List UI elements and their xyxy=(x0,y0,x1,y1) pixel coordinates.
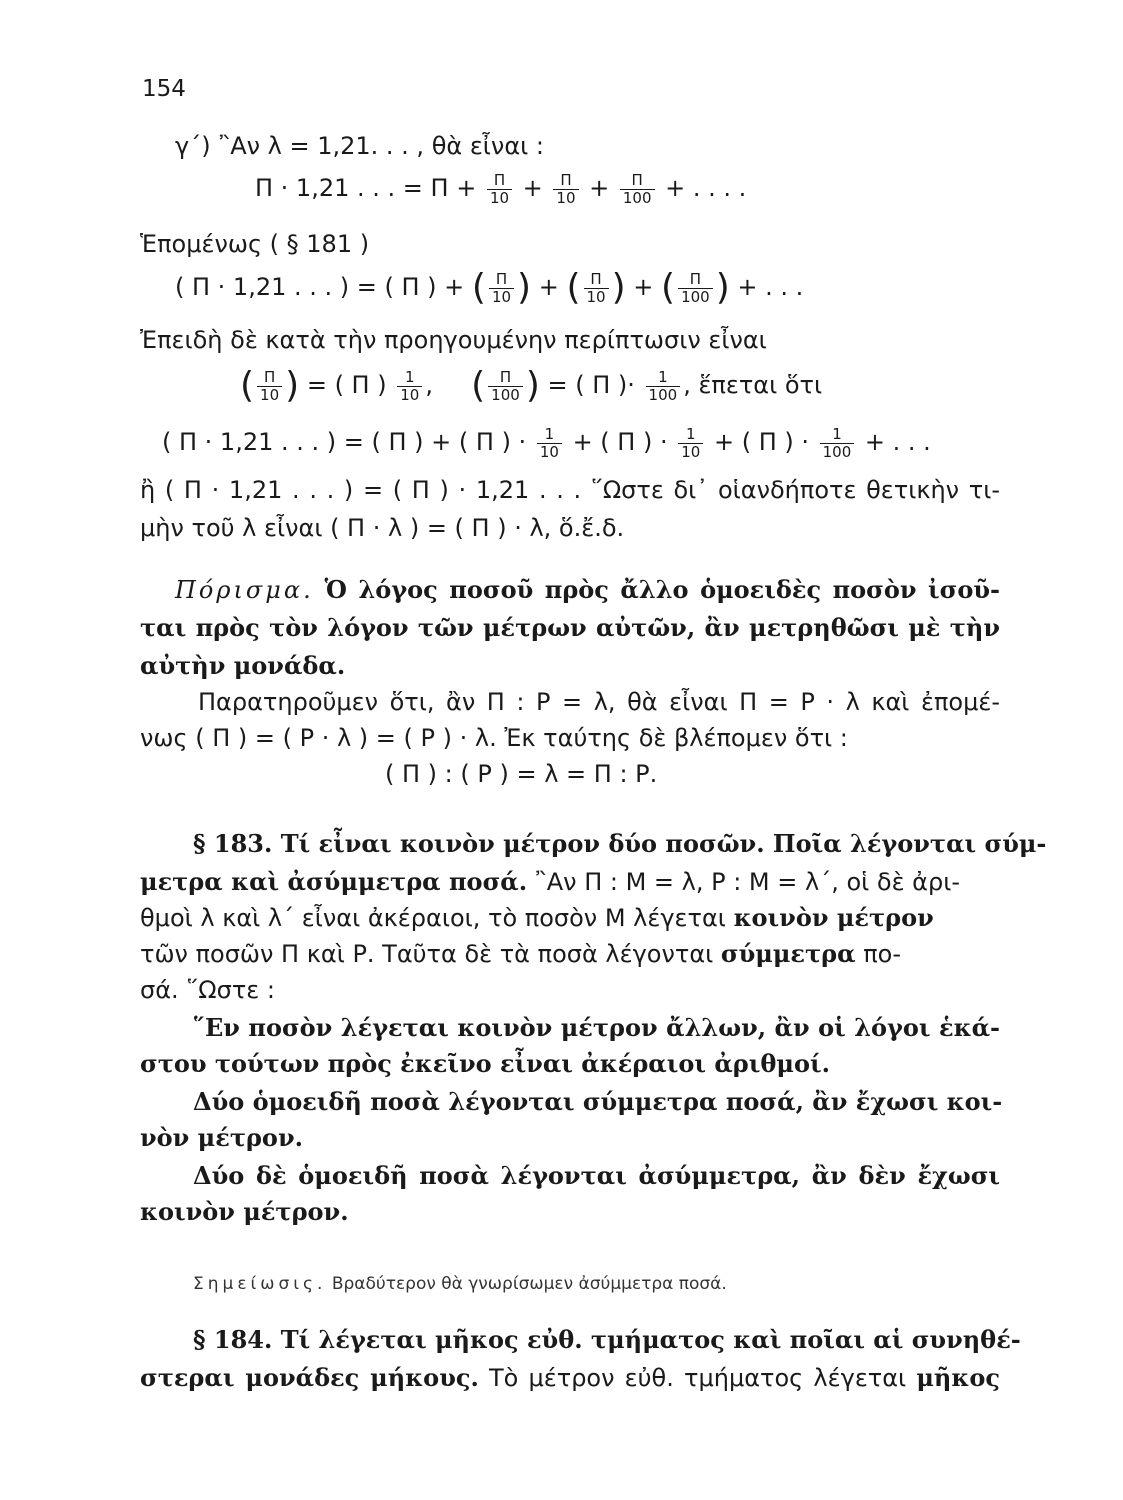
text-line: μὴν τοῦ λ εἶναι ( Π · λ ) = ( Π ) · λ, ὅ.ἔ.δ. xyxy=(140,514,625,542)
observe-formula: ( Π ) : ( Ρ ) = λ = Π : Ρ. xyxy=(385,760,658,788)
equation-4: ( Π · 1,21 . . . ) = ( Π ) + ( Π ) · $\frac{1}{10}$ + ( Π ) · $\frac{1}{10}$ + ( Π ) · $\frac{1}{100}$ + . . . xyxy=(162,425,931,461)
fraction: $\frac{1}{100}$ xyxy=(646,369,681,403)
equation-1: Π · 1,21 . . . = Π + $\frac{\Pi}{10}$ + $\frac{\Pi}{10}$ + $\frac{\Pi}{100}$ + . . . . xyxy=(255,171,747,207)
porisma-line-2: ται πρὸς τὸν λόγον τῶν μέτρων αὐτῶν, ἂν μετρηθῶσι μὲ τὴν xyxy=(140,613,1000,642)
fraction: $\frac{\Pi}{100}$ xyxy=(678,271,713,305)
definition-3-line-2: κοινὸν μέτρον. xyxy=(140,1197,349,1226)
definition-2-line-2: νὸν μέτρον. xyxy=(140,1123,303,1152)
note xyxy=(193,1276,1053,1293)
fraction: $\frac{1}{10}$ xyxy=(397,369,422,403)
text-line: ἢ ( Π · 1,21 . . . ) = ( Π ) · 1,21 . . . ῞Ωστε δι᾽ οἱανδήποτε θετικὴν τι- xyxy=(140,476,1000,504)
section-183-line-5: σά. ῞Ωστε : xyxy=(140,976,275,1004)
section-183-heading: § 183. Τί εἶναι κοινὸν μέτρον δύο ποσῶν. Ποῖα λέγονται σύμ- xyxy=(193,829,1047,858)
fraction: $\frac{\Pi}{10}$ xyxy=(489,271,514,305)
porisma-label: Πόρισμα. xyxy=(175,576,314,604)
note-text: Βραδύτερον θὰ γνωρίσωμεν ἀσύμμετρα ποσά. xyxy=(331,1274,727,1294)
observe-line-1: Παρατηροῦμεν ὅτι, ἂν Π : Ρ = λ, θὰ εἶναι Π = Ρ · λ καὶ ἐπομέ- xyxy=(198,688,1000,716)
section-183-line-2: μετρα καὶ ἀσύμμετρα ποσά. ῍Αν Π : Μ = λ, Ρ : Μ = λ΄, οἱ δὲ ἀρι- xyxy=(140,867,961,896)
fraction: $\frac{\Pi}{100}$ xyxy=(488,369,523,403)
fraction: $\frac{1}{10}$ xyxy=(678,426,703,460)
fraction: $\frac{1}{100}$ xyxy=(820,426,855,460)
fraction: $\frac{\Pi}{10}$ xyxy=(257,369,282,403)
fraction: $\frac{\Pi}{100}$ xyxy=(620,172,655,206)
section-183-line-3: θμοὶ λ καὶ λ΄ εἶναι ἀκέραιοι, τὸ ποσὸν Μ λέγεται κοινὸν μέτρον xyxy=(140,903,934,932)
case-label: γ΄) ῍Αν λ = 1,21. . . , θὰ εἶναι : xyxy=(175,132,544,160)
section-183-line-4: τῶν ποσῶν Π καὶ Ρ. Ταῦτα δὲ τὰ ποσὰ λέγονται σύμμετρα πο- xyxy=(140,939,902,968)
fraction: $\frac{\Pi}{10}$ xyxy=(584,271,609,305)
note-label: Σημείωσις. xyxy=(193,1274,327,1294)
section-184-line-2: στεραι μονάδες μήκους. Τὸ μέτρον εὐθ. τμήματος λέγεται μῆκος xyxy=(140,1363,1000,1392)
fraction: $\frac{1}{10}$ xyxy=(537,426,562,460)
equation-2: ( Π · 1,21 . . . ) = ( Π ) + ( $\frac{\Pi}{10}$ ) + ( $\frac{\Pi}{10}$ ) + ( $\frac{\Pi}{100}$ ) + . . . xyxy=(175,267,804,308)
fraction: $\frac{\Pi}{10}$ xyxy=(487,172,512,206)
section-184-heading: § 184. Τί λέγεται μῆκος εὐθ. τμήματος καὶ ποῖαι αἱ συνηθέ- xyxy=(193,1325,1021,1354)
porisma-line-3: αὐτὴν μονάδα. xyxy=(140,651,346,680)
since-line: Ἐπειδὴ δὲ κατὰ τὴν προηγουμένην περίπτωσιν εἶναι xyxy=(140,326,767,354)
porisma-line-1: Πόρισμα. Ὁ λόγος ποσοῦ πρὸς ἄλλο ὁμοειδὲς ποσὸν ἰσοῦ- xyxy=(175,575,1000,604)
definition-1-line-1: ῞Εν ποσὸν λέγεται κοινὸν μέτρον ἄλλων, ἂν οἱ λόγοι ἑκά- xyxy=(193,1013,1000,1042)
page-number: 154 xyxy=(142,76,186,102)
definition-2-line-1: Δύο ὁμοειδῆ ποσὰ λέγονται σύμμετρα ποσά, ἂν ἔχωσι κοι- xyxy=(193,1087,1003,1116)
therefore-line: Ἑπομένως ( § 181 ) xyxy=(140,230,370,258)
observe-line-2: νως ( Π ) = ( Ρ · λ ) = ( Ρ ) · λ. Ἐκ ταύτης δὲ βλέπομεν ὅτι : xyxy=(140,724,848,752)
definition-1-line-2: στου τούτων πρὸς ἐκεῖνο εἶναι ἀκέραιοι ἀριθμοί. xyxy=(140,1049,830,1078)
equation-3: ( $\frac{\Pi}{10}$ ) = ( Π ) $\frac{1}{10}$ , ( $\frac{\Pi}{100}$ ) = ( Π )· $\frac{1}{100}$ , ἕπεται ὅτι xyxy=(240,365,823,406)
fraction: $\frac{\Pi}{10}$ xyxy=(553,172,578,206)
definition-3-line-1: Δύο δὲ ὁμοειδῆ ποσὰ λέγονται ἀσύμμετρα, ἂν δὲν ἔχωσι xyxy=(193,1161,1000,1190)
